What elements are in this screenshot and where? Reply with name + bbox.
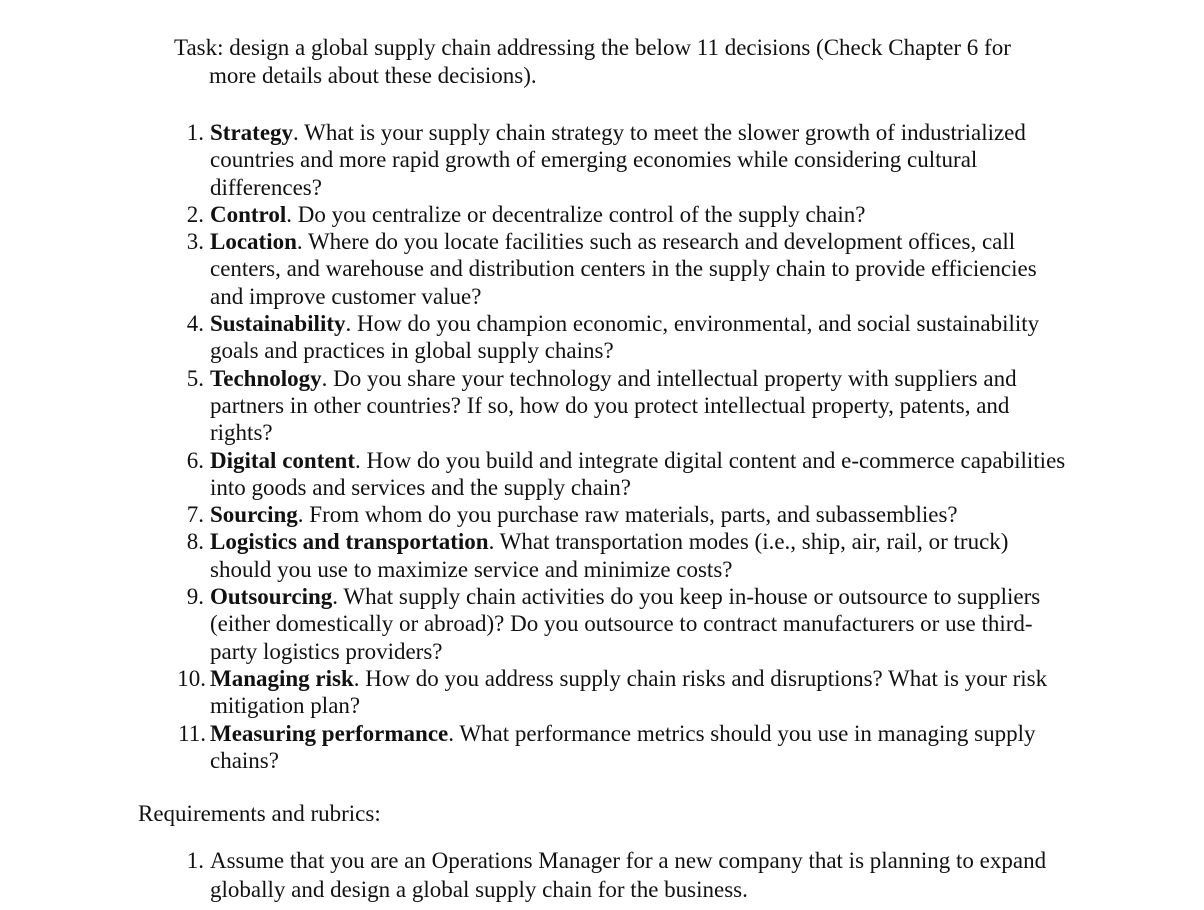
decision-item-technology — [164, 365, 1074, 447]
decision-text: . Where do you locate facilities such as research and development offices, call centers, and warehouse and distribution centers in the supply chain to provide efficiencies and improve customer value? — [210, 229, 1037, 309]
list-number: 2. — [186, 201, 204, 227]
list-number: 10. — [177, 665, 206, 691]
list-number: 5. — [186, 365, 204, 391]
decision-item-outsourcing — [164, 583, 1074, 665]
list-number: 7. — [186, 502, 204, 528]
decision-text: . How do you build and integrate digital content and e-commerce capabilities into goods and services and the supply chain? — [210, 447, 1066, 500]
task-line-2: more details about these decisions). — [209, 63, 537, 88]
list-number: 1. — [186, 848, 204, 873]
decision-text: . Do you centralize or decentralize control of the supply chain? — [286, 201, 866, 227]
decision-title: Measuring performance — [210, 720, 449, 746]
decision-title: Sourcing — [210, 502, 298, 528]
decision-title: Control — [210, 201, 287, 227]
decision-title: Managing risk — [210, 665, 354, 691]
decision-title: Sustainability — [210, 311, 346, 337]
decision-text: . How do you champion economic, environmental, and social sustainability goals and practices in global supply chains? — [210, 311, 1040, 364]
list-number: 11. — [178, 720, 206, 746]
decision-item-sustainability — [164, 310, 1074, 365]
decision-text: . How do you address supply chain risks and disruptions? What is your risk mitigation plan? — [210, 665, 1048, 719]
decision-item-sourcing — [164, 501, 1074, 528]
decision-title: Strategy — [210, 120, 294, 145]
decision-item-measuring-performance — [164, 720, 1074, 775]
decision-title: Digital content — [210, 447, 356, 473]
list-number: 9. — [186, 584, 204, 610]
decision-item-managing-risk — [164, 665, 1074, 720]
decision-title: Logistics and transportation — [210, 529, 489, 555]
decision-title: Technology — [210, 365, 322, 391]
list-number: 6. — [186, 447, 204, 473]
decision-title: Outsourcing — [210, 584, 333, 610]
decision-text: . What transportation modes (i.e., ship, air, rail, or truck) should you use to maximize service and minimize costs? — [210, 529, 1009, 582]
list-number: 4. — [186, 311, 204, 337]
requirement-item — [164, 846, 1064, 904]
decision-item-control — [164, 201, 1074, 228]
decision-item-digital-content — [164, 447, 1074, 502]
requirements-list — [164, 846, 1064, 904]
decision-text: . From whom do you purchase raw materials, parts, and subassemblies? — [297, 502, 958, 528]
decision-text: . What supply chain activities do you keep in-house or outsource to suppliers (either domestically or abroad)? Do you outsource to contract manufacturers or use third-party logistics providers? — [210, 584, 1041, 664]
decision-text: . What is your supply chain strategy to meet the slower growth of industrialized countries and more rapid growth of emerging economies while considering cultural differences? — [210, 120, 1026, 200]
requirement-text: Assume that you are an Operations Manager for a new company that is planning to expand globally and design a global supply chain for the business. — [210, 848, 1047, 902]
requirements-heading: Requirements and rubrics: — [138, 801, 381, 826]
decision-text: . Do you share your technology and intellectual property with suppliers and partners in other countries? If so, how do you protect intellectual property, patents, and rights? — [210, 365, 1017, 446]
decision-item-logistics — [164, 528, 1074, 583]
list-number: 3. — [186, 229, 204, 255]
list-number: 1. — [186, 120, 204, 145]
task-line-1: Task: design a global supply chain addressing the below 11 decisions (Check Chapter 6 for — [174, 35, 1011, 60]
task-paragraph — [174, 34, 1054, 90]
decision-title: Location — [210, 229, 297, 255]
decisions-list — [164, 119, 1074, 774]
decision-text: . What performance metrics should you use in managing supply chains? — [210, 720, 1036, 773]
decision-item-location — [164, 228, 1074, 310]
list-number: 8. — [186, 529, 204, 555]
decision-item-strategy — [164, 119, 1074, 201]
